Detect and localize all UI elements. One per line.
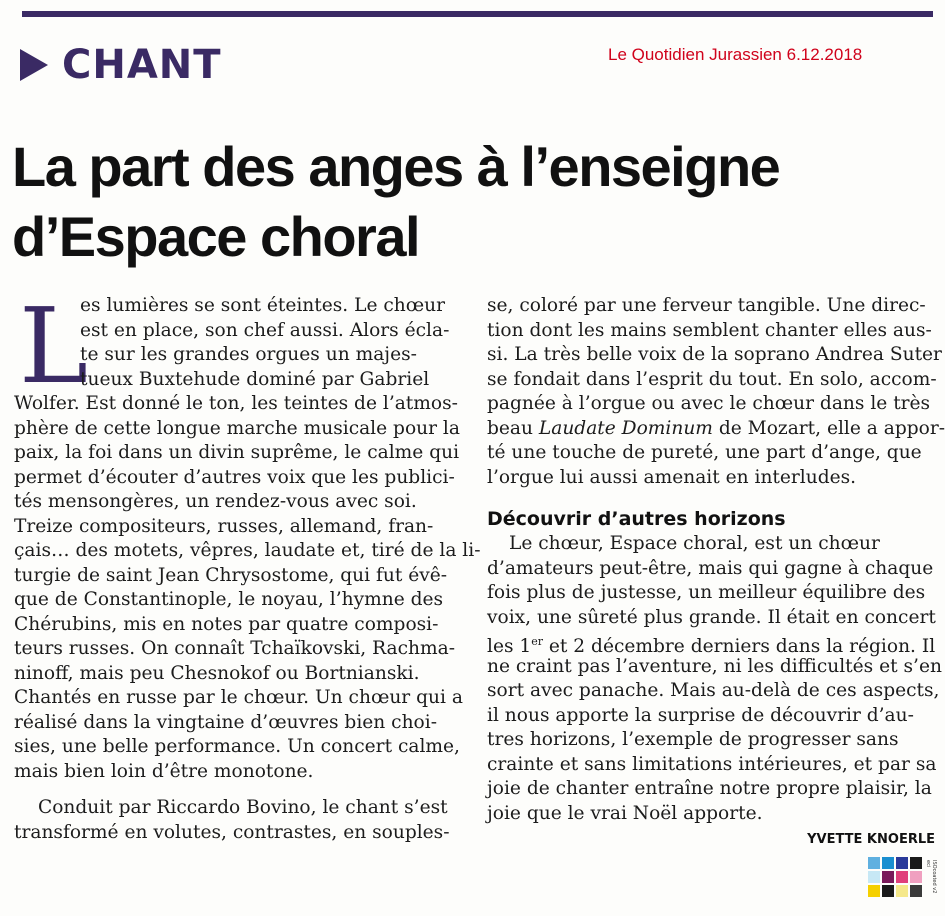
- text-line: Treize compositeurs, russes, allemand, fran-: [14, 515, 434, 537]
- text-line: tueux Buxtehude dominé par Gabriel: [80, 368, 430, 390]
- text-fragment: les 1: [487, 636, 532, 658]
- text-line: d’amateurs peut-être, mais qui gagne à chaque: [487, 557, 934, 579]
- text-line: turgie de saint Jean Chrysostome, qui fut évê-: [14, 564, 448, 586]
- article-column-2: [487, 294, 945, 826]
- print-color-bar: [868, 857, 924, 899]
- color-swatch: [868, 857, 880, 869]
- superscript: er: [531, 635, 544, 648]
- drop-cap: L: [19, 285, 89, 407]
- text-line: joie de chanter entraîne notre propre plaisir, la: [487, 778, 932, 799]
- text-line: réalisé dans la vingtaine d’œuvres bien choi-: [14, 711, 437, 733]
- text-line: voix, une sûreté plus grande. Il était en concert: [487, 606, 936, 628]
- section-rubric: [20, 40, 222, 90]
- rubric-label: CHANT: [62, 42, 222, 88]
- text-line: se, coloré par une ferveur tangible. Une direc-: [487, 295, 926, 316]
- text-line: Le chœur, Espace choral, est un chœur: [509, 533, 880, 554]
- text-fragment: et 2 décembre derniers dans la région. Il: [543, 636, 936, 658]
- color-swatch: [868, 871, 880, 883]
- text-line: joie que le vrai Noël apporte.: [487, 802, 763, 824]
- text-line: crainte et sans limitations intérieures, et par sa: [487, 753, 937, 775]
- text-line: se fondait dans l’esprit du tout. En solo, accom-: [487, 368, 937, 390]
- color-swatch: [882, 885, 894, 897]
- text-line: l’orgue lui aussi amenait en interludes.: [487, 466, 857, 488]
- text-line: te sur les grandes orgues un majes-: [80, 344, 417, 365]
- color-swatch: [910, 857, 922, 869]
- text-line: paix, la foi dans un divin suprême, le calme qui: [14, 442, 460, 463]
- text-line: permet d’écouter d’autres voix que les publici-: [14, 466, 455, 488]
- text-line: sort avec panache. Mais au-delà de ces aspects,: [487, 680, 940, 701]
- text-line: transformé en volutes, contrastes, en souples-: [14, 821, 450, 843]
- text-line: tés mensongères, un rendez-vous avec soi.: [14, 491, 417, 512]
- color-swatch: [910, 885, 922, 897]
- color-swatch: [896, 871, 908, 883]
- section-subhead: Découvrir d’autres horizons: [487, 508, 786, 530]
- color-swatch: [910, 871, 922, 883]
- text-line: Chérubins, mis en notes par quatre composi-: [14, 613, 439, 635]
- text-line: Wolfer. Est donné le ton, les teintes de l’atmos-: [14, 393, 458, 414]
- text-line: tres horizons, l’exemple de progresser sans: [487, 729, 899, 750]
- text-line: es lumières se sont éteintes. Le chœur: [80, 295, 445, 316]
- text-line: sies, une belle performance. Un concert calme,: [14, 736, 460, 757]
- text-fragment: beau: [487, 417, 539, 439]
- text-fragment: de Mozart, elle a appor-: [712, 417, 945, 439]
- source-citation: Le Quotidien Jurassien 6.12.2018: [608, 45, 863, 64]
- text-line: pagnée à l’orgue ou avec le chœur dans le très: [487, 393, 931, 414]
- text-line: fois plus de justesse, un meilleur équilibre des: [487, 582, 926, 603]
- text-line-laudate: [487, 417, 945, 442]
- author-byline: YVETTE KNOERLE: [807, 832, 935, 847]
- text-line: teurs russes. On connaît Tchaïkovski, Rachma-: [14, 638, 456, 659]
- color-swatch: [882, 857, 894, 869]
- color-swatch: [896, 885, 908, 897]
- text-line: phère de cette longue marche musicale pour la: [14, 417, 460, 439]
- triangle-icon: [20, 49, 48, 81]
- text-line: Conduit par Riccardo Bovino, le chant s’est: [38, 797, 448, 818]
- color-swatch: [868, 885, 880, 897]
- color-swatch: [882, 871, 894, 883]
- text-line: çais… des motets, vêpres, laudate et, tiré de la li-: [14, 540, 481, 561]
- top-rule: [22, 11, 933, 17]
- color-profile-code: ISOcoated v2 eci: [925, 860, 937, 894]
- article-headline: [12, 132, 912, 272]
- headline-line-2: d’Espace choral: [12, 205, 420, 268]
- headline-line-1: La part des anges à l’enseigne: [12, 135, 780, 198]
- text-line: si. La très belle voix de la soprano Andrea Suter: [487, 344, 942, 365]
- text-line: Chantés en russe par le chœur. Un chœur qui a: [14, 687, 463, 708]
- text-line: ninoff, mais peu Chesnokof ou Bortnianski.: [14, 662, 420, 684]
- text-line: est en place, son chef aussi. Alors écla-: [80, 319, 450, 341]
- text-line: il nous apporte la surprise de découvrir d’au-: [487, 704, 914, 726]
- text-line: té une touche de pureté, une part d’ange, que: [487, 442, 922, 463]
- paragraph-gap: [14, 784, 464, 796]
- text-line: tion dont les mains semblent chanter elles aus-: [487, 319, 932, 341]
- text-line: mais bien loin d’être monotone.: [14, 760, 314, 782]
- article-column-1: [14, 285, 481, 845]
- color-swatch: [896, 857, 908, 869]
- text-line: ne craint pas l’aventure, ni les difficultés et s’en: [487, 655, 942, 677]
- text-line: que de Constantinople, le noyau, l’hymne des: [14, 589, 444, 610]
- text-line-dates: [487, 630, 936, 658]
- work-title: Laudate Dominum: [538, 417, 713, 439]
